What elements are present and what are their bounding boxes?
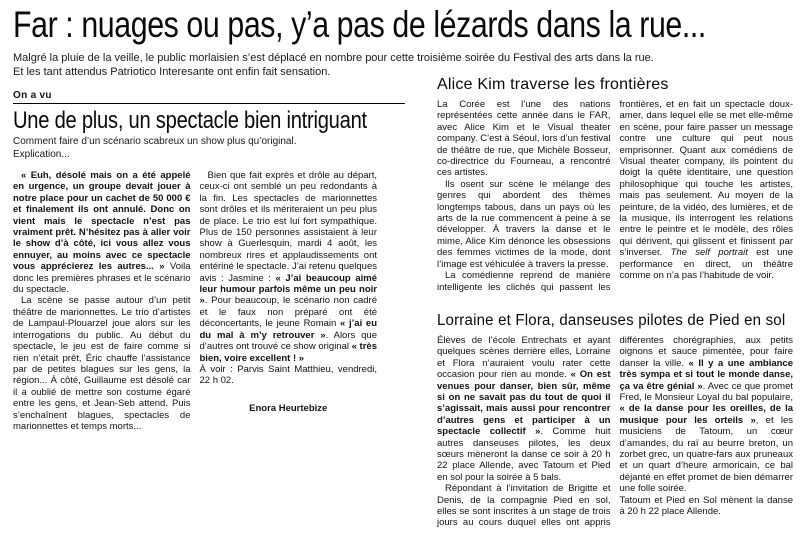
kicker: On a vu [13,90,405,104]
article-une-de-plus [13,90,405,432]
subheadline [13,51,793,79]
masthead [13,4,793,79]
article-paragraph: Élèves de l’école Entrechats et ayant quelques scènes derrière elles, Lorraine et Flora n’auraient voulu rater cette occasion pour rien au monde. « On est venues pour danser, bien sûr, même si on ne savait pas du tout de quoi il s’agissait, mais aussi pour rencontrer d’autres gens et participer à un spectacle collectif ». Comme huit autres danseuses pilotes, les deux sœurs mèneront la danse ce soir à 20 h 22 place Allende, avec Tatoum et Pied en sol pour la soirée à 5 bals. [437,334,611,483]
article-title: Alice Kim traverse les frontières [437,76,669,93]
article-deck-line1: Comment faire d’un scénario scabreux un show plus qu’original. [13,136,297,147]
article-paragraph: La scène se passe autour d’un petit théâtre de marionnettes. Le trio d’artistes de Lampaul-Plouarzel joue alors sur les interrogations du public. Au début du spectacle, le jeu est de faire comme si rien n’était prêt, Éric chauffe l’assistance par de petites blagues sur les gens, la région... À côté, Guillaume est désolé car il a oublié de mettre son costume égaré entre les gens, et Jean-Seb attend. Puis s’enchaînent blagues, spectacles de marionnettes et temps morts... [13,295,191,432]
article-body [437,99,793,293]
article-lorraine-flora [437,312,793,529]
article-paragraph: « Euh, désolé mais on a été appelé en urgence, un groupe devait jouer à notre place pour un cachet de 50 000 € et finalement ils ont annulé. Donc on vient mais le spectacle n’est pas vraiment prêt. N’hésitez pas à aller voir le show d’à côté, ici vous allez vous ennuyer, au moins avec ce spectacle vous apprécierez les autres... » Voila donc les premières phrases et le scénario du spectacle. [13,170,191,296]
article-deck [13,136,405,161]
article-paragraph: Bien que fait exprès et drôle au départ, ceux-ci ont semblé un peu redondants à la fin. Les spectacles de marionnettes sont drôles et ils mériteraient un peu plus de place. Le trio est lui fort sympathique. Plus de 150 personnes assistaient à leur show à Guerlesquin, mardi 4 août, les nombreux rires et applaudissements ont entériné le spectacle. J’ai retenu quelques avis : Jasmine : « J’ai beaucoup aimé leur humour parfois même un peu noir ». Pour beaucoup, le scénario non cadré et le faux non préparé ont été déconcertants, le jeune Romain « j’ai eu du mal à m’y retrouver ». Alors que d’autres ont trouvé ce show original « très bien, voire excellent ! » [199,170,377,364]
article-alice-kim [437,76,793,293]
article-paragraph: Ils osent sur scène le mélange des genres qui abordent des thèmes longtemps tabous, dans un pays où les arts de la rue commencent à peine à se développer. À travers la danse et le mime, Alice Kim dénonce les obsessions des femmes victimes de la mode, dont l’image est véhiculée à travers la presse. [437,178,611,270]
article-deck-line2: Explication... [13,148,70,160]
article-body [437,335,793,529]
article-paragraph: Tatoum et Pied en Sol mènent la danse à 20 h 22 place Allende. [619,494,793,517]
article-paragraph: Répondant à l’invitation de Brigitte et Denis, de la compagnie Pied en sol, elles se sont inscrites à un stage de trois jours au cours duquel elles ont appris différentes chorégraphies, aux petits oignons et sauce pimentée, pour faire danser la ville. « Il y a une ambiance très sympa et si tout le monde danse, ça va être génial ». Avec ce que promet Fred, le Monsieur Loyal du bal populaire, « de la danse pour les oreilles, de la musique pour les orteils », et les musiciens de Tatoum, un cœur d’amandes, du raï au beurre breton, un zorbet grec, un quatre-fars aux pruneaux et un quart d’heure armoricain, ce bal déjanté en effet promet de bien démarrer une folle soirée. [437,334,793,529]
main-headline: Far : nuages ou pas, y’a pas de lézards dans la rue... [13,4,706,45]
article-paragraph: La Corée est l’une des nations représentées cette année dans le FAR, avec Alice Kim et le Visual theater company. C’est à Séoul, lors d’un festival de théâtre de rue, que Michèle Bosseur, co-directrice du Fourneau, a rencontré ces artistes. [437,99,611,179]
article-paragraph: La comédienne reprend de manière intelligente les clichés qui passent les frontières, et en fait un spectacle doux-amer, dans lequel elle se met elle-même en scène, pour faire passer un message contre une culture qui peut nous emprisonner. Quant aux comédiens de Visual theater company, ils pointent du doigt la quête identitaire, une question philosophique qui touche les artistes, mais pas seulement. Au moyen de la peinture, de la vidéo, des lumières, et de la musique, ils interrogent les relations entre le peintre et le modèle, des rôles qui dérivent, qui glissent et finissent par s’inverser. The self portrait est une performance en direct, un théâtre comme on n’a pas l’habitude de voir. [437,99,793,293]
article-title: Lorraine et Flora, danseuses pilotes de Pied en sol [437,311,786,329]
byline: Enora Heurtebize [249,402,328,414]
subheadline-line2: Et les tant attendus Patriotico Interesante ont enfin fait sensation. [13,66,331,78]
article-title: Une de plus, un spectacle bien intriguant [13,107,367,134]
article-body [13,170,377,432]
subheadline-line1: Malgré la pluie de la veille, le public morlaisien s’est déplacé en nombre pour cette troisième soirée du Festival des arts dans la rue. [13,52,654,64]
article-paragraph: À voir : Parvis Saint Matthieu, vendredi, 22 h 02. [199,363,377,387]
right-column [437,76,793,529]
